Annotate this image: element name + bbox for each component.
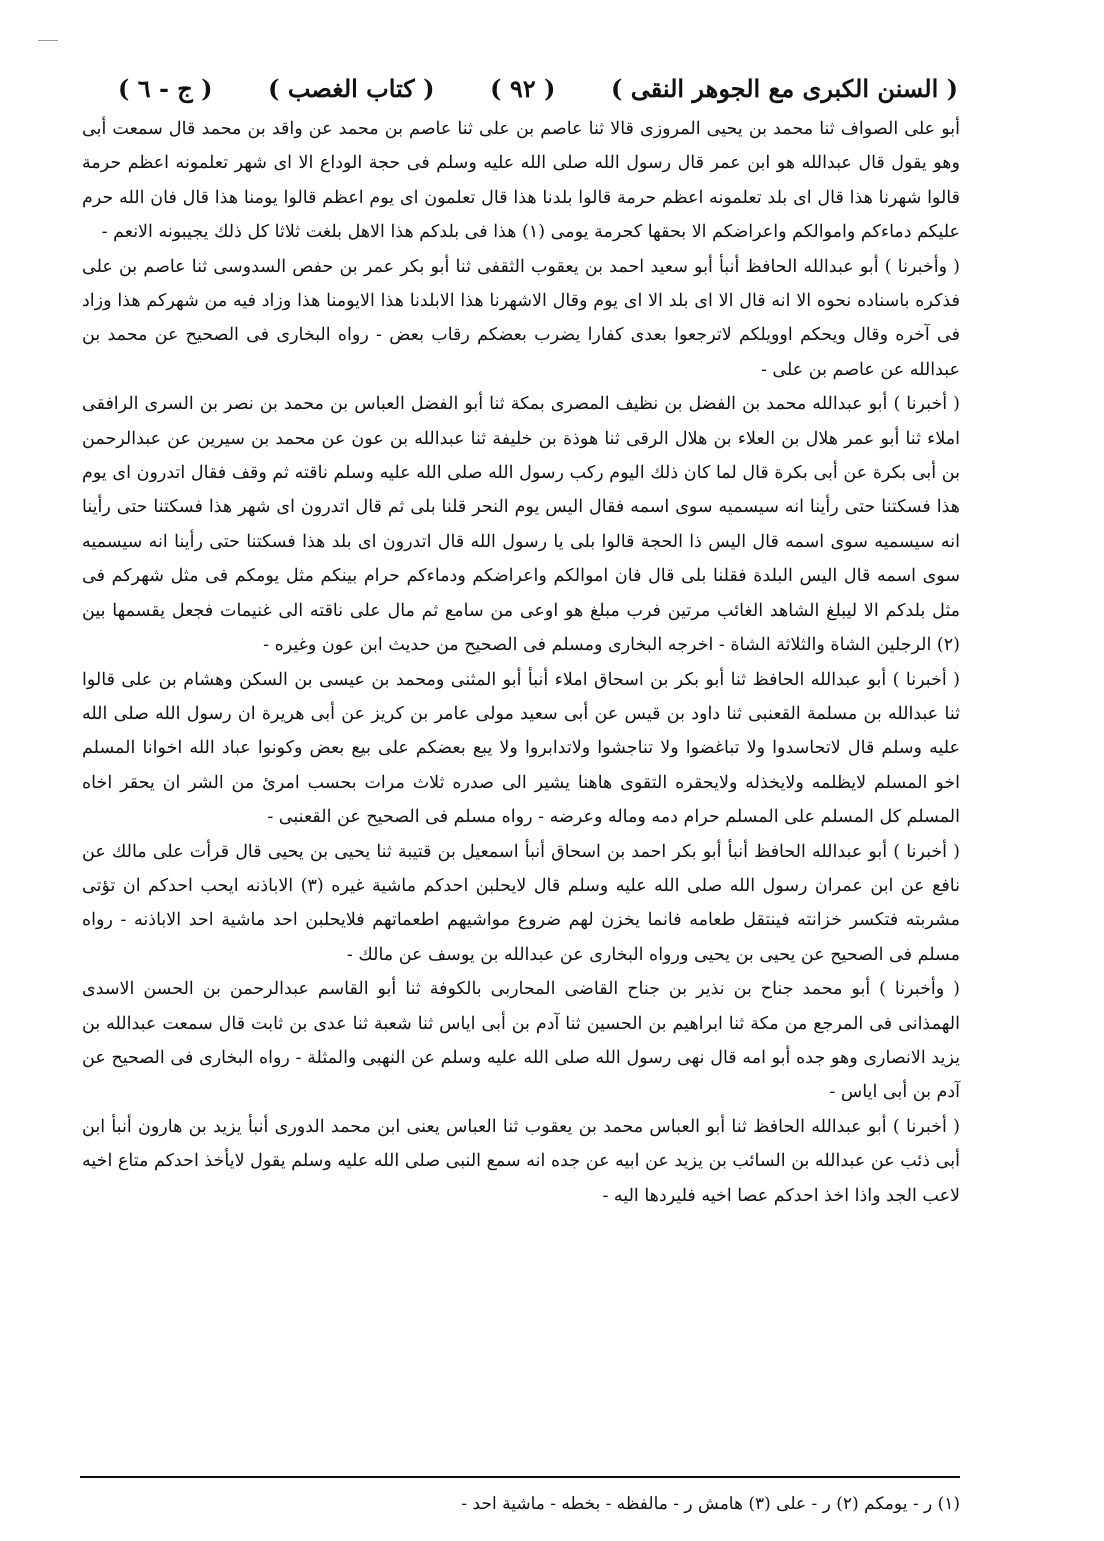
paragraph: ( وأخبرنا ) أبو محمد جناح بن نذير بن جناح القاضى المحاربى بالكوفة ثنا أبو القاسم عبدالرحمن بن الحسن الاسدى الهمذانى فى المرجع من مكة ثنا ابراهيم بن الحسين ثنا آدم بن أبى اياس ثنا شعبة ثنا عدى بن ثابت قال سمعت عبدالله بن يزيد الانصارى وهو جده أبو امه قال نهى رسول الله صلى الله عليه وسلم عن النهبى والمثلة - رواه البخارى فى الصحيح عن آدم بن أبى اياس - [82,979,960,1103]
book-title: ( السنن الكبرى مع الجوهر النقى ) [610,73,958,103]
paragraph: أبو على الصواف ثنا محمد بن يحيى المروزى قالا ثنا عاصم بن على ثنا عاصم بن محمد عن واقد بن محمد قال سمعت أبى وهو يقول قال عبدالله هو ابن عمر قال رسول الله صلى الله عليه وسلم فى حجة الوداع الا اى شهر تعلمونه اعظم حرمة قالوا شهرنا هذا قال اى بلد تعلمونه اعظم حرمة قالوا بلدنا هذا قال تعلمون اى يوم اعظم قالوا يومنا هذا قال فان الله حرم عليكم دماءكم واموالكم واعراضكم الا بحقها كحرمة يومى (١) هذا فى بلدكم هذا الاهل بلغت ثلاثا كل ذلك يجيبونه الانعم - [82,119,960,243]
paragraph: ( أخبرنا ) أبو عبدالله الحافظ ثنا أبو بكر بن اسحاق املاء أنبأ أبو المثنى ومحمد بن عيسى بن السكن وهشام بن على قالوا ثنا عبدالله بن مسلمة القعنبى ثنا داود بن قيس عن أبى سعيد مولى عامر بن كريز عن أبى هريرة ان رسول الله صلى الله عليه وسلم قال لاتحاسدوا ولا تباغضوا ولا تناجشوا ولاتدابروا ولا يبع بعضكم على بيع بعض وكونوا عباد الله اخوانا المسلم اخو المسلم لايظلمه ولايخذله ولايحقره التقوى هاهنا يشير الى صدره ثلاث مرات بحسب امرئ من الشر ان يحقر اخاه المسلم كل المسلم على المسلم حرام دمه وماله وعرضه - رواه مسلم فى الصحيح عن القعنبى - [82,669,961,828]
page-number: ( ٩٢ ) [490,73,556,103]
paragraph: ( أخبرنا ) أبو عبدالله الحافظ ثنا أبو العباس محمد بن يعقوب ثنا العباس يعنى ابن محمد الدورى أنبأ يزيد بن هارون أنبأ ابن أبى ذئب عن عبدالله بن السائب بن يزيد عن ابيه عن جده انه سمع النبى صلى الله عليه وسلم يقول لايأخذ احدكم متاع اخيه لاعب الجد واذا اخذ احدكم عصا اخيه فليردها اليه - [82,1116,960,1206]
footnote-divider [80,1476,960,1478]
paragraph: ( أخبرنا ) أبو عبدالله الحافظ أنبأ أبو بكر احمد بن اسحاق أنبأ اسمعيل بن قتيبة ثنا يحيى بن يحيى قال قرأت على مالك عن نافع عن ابن عمران رسول الله صلى الله عليه وسلم قال لايحلبن احدكم ماشية غيره (٣) الاباذنه ايحب احدكم ان تؤتى مشربته فتكسر خزانته فينتقل طعامه فانما يخزن لهم ضروع مواشيهم اطعماتهم فلايحلبن احد ماشية احد الاباذنه - رواه مسلم فى الصحيح عن يحيى بن يحيى ورواه البخارى عن عبدالله بن يوسف عن مالك - [82,841,960,965]
paragraph: ( أخبرنا ) أبو عبدالله محمد بن الفضل بن نظيف المصرى بمكة ثنا أبو الفضل العباس بن محمد بن نصر بن السرى الرافقى املاء ثنا أبو عمر هلال بن العلاء بن هلال الرقى ثنا هوذة بن خليفة ثنا عبدالله بن عون عن محمد بن سيرين عن عبدالرحمن بن أبى بكرة عن أبى بكرة قال لما كان ذلك اليوم ركب رسول الله صلى الله عليه وسلم ناقته ثم وقف فقال اتدرون اى يوم هذا فسكتنا حتى رأينا انه سيسميه سوى اسمه فقال اليس يوم النحر قلنا بلى ثم قال اتدرون اى شهر هذا فسكتنا حتى رأينا انه سيسميه سوى اسمه قال اليس ذا الحجة قالوا بلى يا رسول الله قال اتدرون اى بلد هذا فسكتنا حتى رأينا انه سيسميه سوى اسمه قال اليس البلدة فقلنا بلى قال فان اموالكم واعراضكم ودماءكم حرام بينكم مثل يومكم فى مثل شهركم فى مثل بلدكم الا ليبلغ الشاهد الغائب مرتين فرب مبلغ هو اوعى من سامع ثم مال على ناقته الى غنيمات فجعل يقسمها بين (٢) الرجلين الشاة والثلاثة الشاة - اخرجه البخارى ومسلم فى الصحيح من حديث ابن عون وغيره - [82,394,960,656]
page-header [118,68,958,108]
paragraph: ( وأخبرنا ) أبو عبدالله الحافظ أنبأ أبو سعيد احمد بن يعقوب الثقفى ثنا أبو بكر عمر بن حفص السدوسى ثنا عاصم بن على فذكره باسناده نحوه الا انه قال الا اى بلد الا اى يوم وقال الاشهرنا هذا الابلدنا هذا الايومنا هذا وزاد فيه من شهركم هذا وزاد فى آخره وقال ويحكم اوويلكم لاترجعوا بعدى كفارا يضرب بعضكم رقاب بعض - رواه البخارى فى الصحيح عن محمد بن عبدالله عن عاصم بن على - [82,256,960,380]
volume-number: ( ج - ٦ ) [118,73,213,103]
corner-mark [38,40,58,41]
body-text [82,112,960,1213]
chapter-title: ( كتاب الغصب ) [268,73,435,103]
footnotes: (١) ر - يومكم (٢) ر - على (٣) هامش ر - مالفظه - بخطه - ماشية احد - [461,1494,960,1514]
